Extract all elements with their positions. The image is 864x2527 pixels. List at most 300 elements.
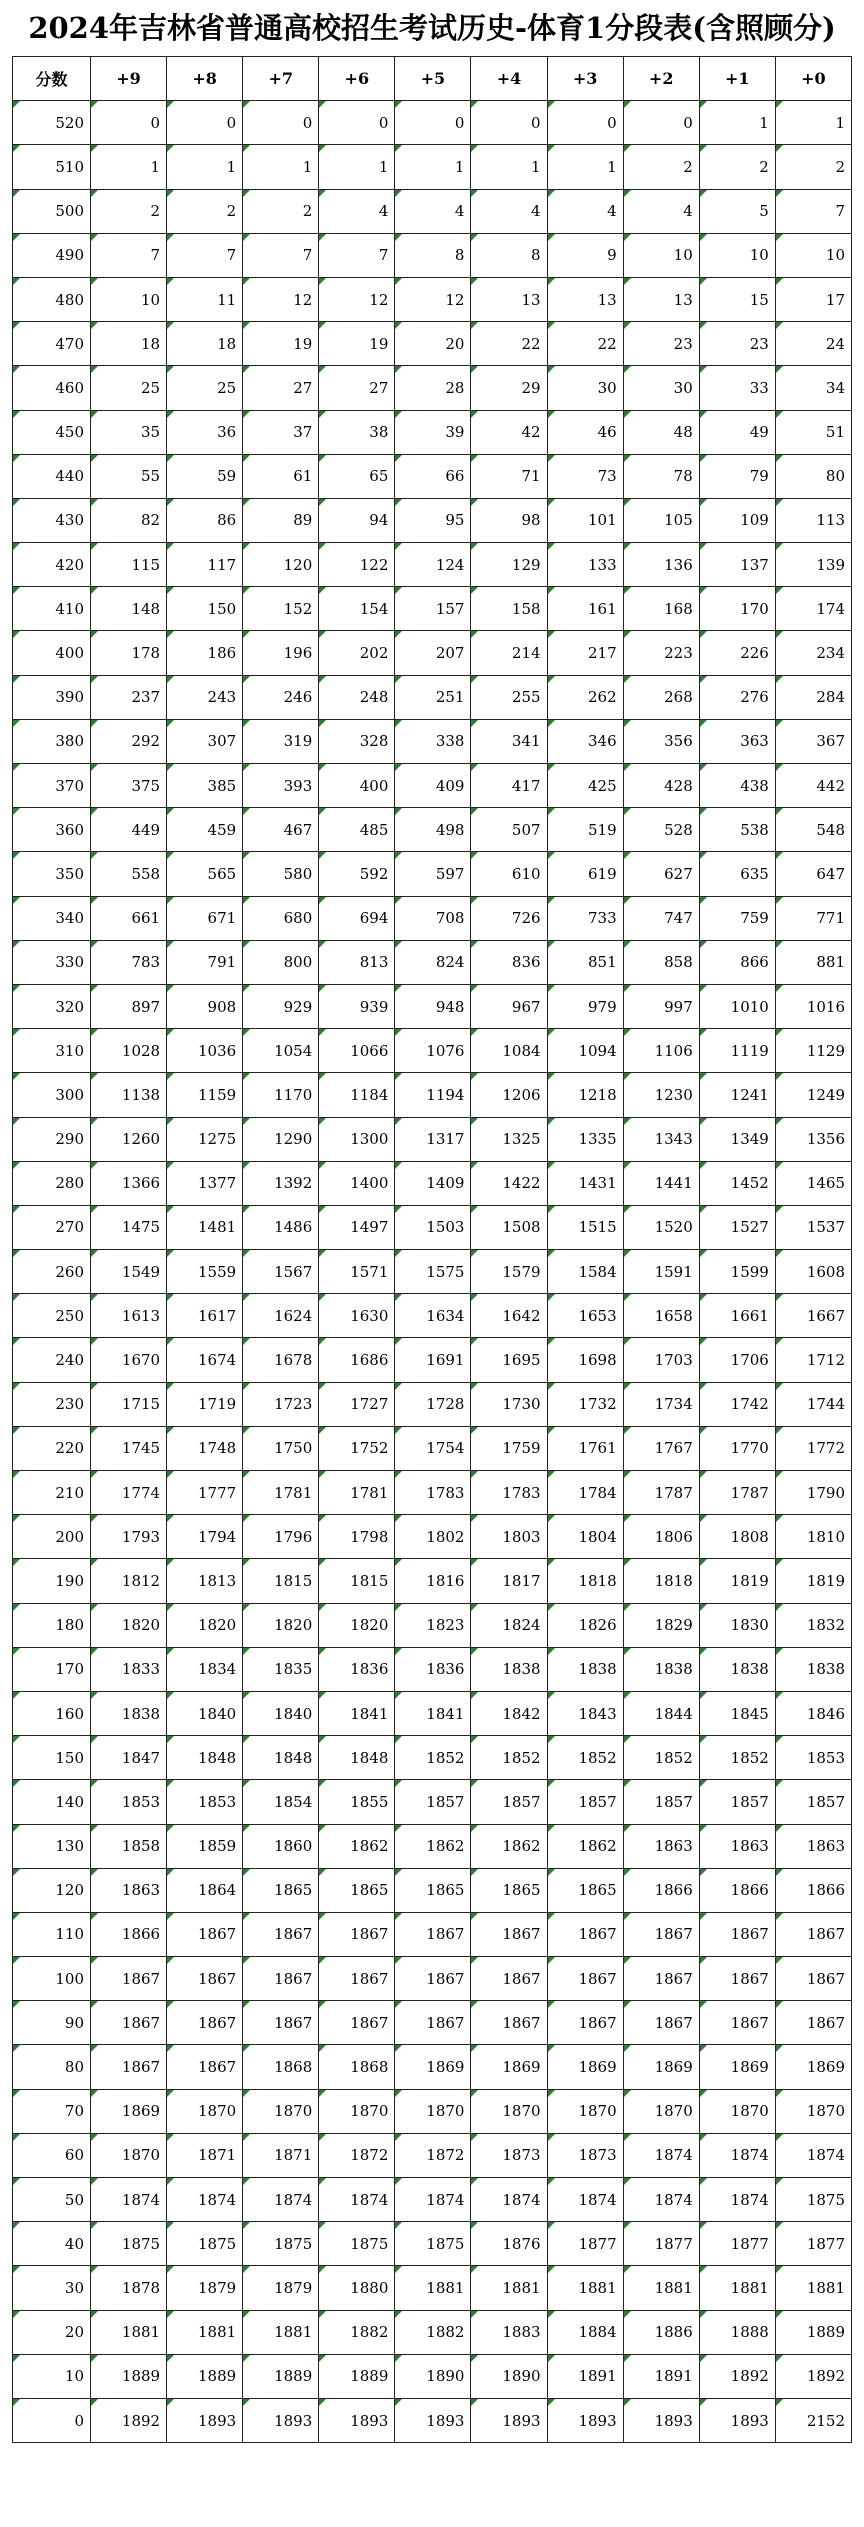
- score-cell: 150: [13, 1736, 91, 1780]
- count-cell: 1752: [319, 1426, 395, 1470]
- count-cell: 1241: [699, 1073, 775, 1117]
- count-cell: 30: [623, 366, 699, 410]
- count-cell: 1820: [243, 1603, 319, 1647]
- count-cell: 0: [319, 101, 395, 145]
- count-cell: 61: [243, 454, 319, 498]
- count-cell: 558: [91, 852, 167, 896]
- count-cell: 1867: [547, 2001, 623, 2045]
- count-cell: 1584: [547, 1250, 623, 1294]
- count-cell: 109: [699, 498, 775, 542]
- count-cell: 1865: [395, 1868, 471, 1912]
- count-cell: 1: [699, 101, 775, 145]
- score-cell: 520: [13, 101, 91, 145]
- score-cell: 510: [13, 145, 91, 189]
- count-cell: 1826: [547, 1603, 623, 1647]
- score-cell: 500: [13, 189, 91, 233]
- count-cell: 243: [167, 675, 243, 719]
- header-bonus-5: +5: [395, 57, 471, 101]
- count-cell: 356: [623, 719, 699, 763]
- count-cell: 89: [243, 498, 319, 542]
- count-cell: 1893: [319, 2398, 395, 2442]
- count-cell: 459: [167, 808, 243, 852]
- count-cell: 346: [547, 719, 623, 763]
- count-cell: 25: [167, 366, 243, 410]
- count-cell: 1867: [623, 1912, 699, 1956]
- count-cell: 1877: [623, 2222, 699, 2266]
- count-cell: 59: [167, 454, 243, 498]
- count-cell: 528: [623, 808, 699, 852]
- count-cell: 1798: [319, 1515, 395, 1559]
- count-cell: 1863: [623, 1824, 699, 1868]
- table-row: [13, 1603, 852, 1647]
- score-cell: 460: [13, 366, 91, 410]
- count-cell: 101: [547, 498, 623, 542]
- count-cell: 223: [623, 631, 699, 675]
- count-cell: 1889: [319, 2354, 395, 2398]
- count-cell: 129: [471, 543, 547, 587]
- count-cell: 1852: [623, 1736, 699, 1780]
- count-cell: 1867: [699, 2001, 775, 2045]
- count-cell: 113: [775, 498, 851, 542]
- count-cell: 1868: [319, 2045, 395, 2089]
- count-cell: 19: [319, 322, 395, 366]
- count-cell: 1452: [699, 1161, 775, 1205]
- count-cell: 619: [547, 852, 623, 896]
- table-row: [13, 1780, 852, 1824]
- table-row: [13, 1161, 852, 1205]
- count-cell: 1878: [91, 2266, 167, 2310]
- count-cell: 1634: [395, 1294, 471, 1338]
- count-cell: 1138: [91, 1073, 167, 1117]
- count-cell: 1793: [91, 1515, 167, 1559]
- count-cell: 1465: [775, 1161, 851, 1205]
- count-cell: 23: [699, 322, 775, 366]
- header-bonus-10: +0: [775, 57, 851, 101]
- count-cell: 507: [471, 808, 547, 852]
- count-cell: 0: [243, 101, 319, 145]
- score-cell: 170: [13, 1647, 91, 1691]
- count-cell: 1867: [395, 1957, 471, 2001]
- count-cell: 73: [547, 454, 623, 498]
- count-cell: 1867: [775, 2001, 851, 2045]
- table-row: [13, 2133, 852, 2177]
- count-cell: 1591: [623, 1250, 699, 1294]
- count-cell: 1441: [623, 1161, 699, 1205]
- count-cell: 1874: [699, 2133, 775, 2177]
- count-cell: 1076: [395, 1029, 471, 1073]
- count-cell: 1840: [243, 1691, 319, 1735]
- count-cell: 1893: [243, 2398, 319, 2442]
- count-cell: 1824: [471, 1603, 547, 1647]
- table-row: [13, 1073, 852, 1117]
- count-cell: 1848: [319, 1736, 395, 1780]
- count-cell: 1: [243, 145, 319, 189]
- count-cell: 1810: [775, 1515, 851, 1559]
- count-cell: 217: [547, 631, 623, 675]
- table-row: [13, 2310, 852, 2354]
- count-cell: 1838: [91, 1691, 167, 1735]
- count-cell: 1820: [167, 1603, 243, 1647]
- count-cell: 1515: [547, 1205, 623, 1249]
- count-cell: 1159: [167, 1073, 243, 1117]
- count-cell: 1867: [167, 1912, 243, 1956]
- score-cell: 160: [13, 1691, 91, 1735]
- count-cell: 1869: [699, 2045, 775, 2089]
- count-cell: 375: [91, 764, 167, 808]
- count-cell: 1744: [775, 1382, 851, 1426]
- score-cell: 50: [13, 2178, 91, 2222]
- count-cell: 1872: [395, 2133, 471, 2177]
- count-cell: 1862: [395, 1824, 471, 1868]
- count-cell: 1870: [319, 2089, 395, 2133]
- table-row: [13, 2398, 852, 2442]
- table-row: [13, 189, 852, 233]
- count-cell: 1838: [471, 1647, 547, 1691]
- table-row: [13, 984, 852, 1028]
- count-cell: 1813: [167, 1559, 243, 1603]
- score-cell: 10: [13, 2354, 91, 2398]
- count-cell: 1874: [91, 2178, 167, 2222]
- score-cell: 280: [13, 1161, 91, 1205]
- table-row: [13, 587, 852, 631]
- score-cell: 310: [13, 1029, 91, 1073]
- count-cell: 0: [91, 101, 167, 145]
- count-cell: 24: [775, 322, 851, 366]
- table-row: [13, 2001, 852, 2045]
- count-cell: 1874: [623, 2133, 699, 2177]
- count-cell: 1349: [699, 1117, 775, 1161]
- count-cell: 1830: [699, 1603, 775, 1647]
- table-row: [13, 322, 852, 366]
- count-cell: 1356: [775, 1117, 851, 1161]
- score-cell: 300: [13, 1073, 91, 1117]
- count-cell: 1537: [775, 1205, 851, 1249]
- count-cell: 1853: [167, 1780, 243, 1824]
- count-cell: 1608: [775, 1250, 851, 1294]
- count-cell: 7: [319, 233, 395, 277]
- count-cell: 771: [775, 896, 851, 940]
- count-cell: 1486: [243, 1205, 319, 1249]
- count-cell: 1028: [91, 1029, 167, 1073]
- count-cell: 37: [243, 410, 319, 454]
- count-cell: 1759: [471, 1426, 547, 1470]
- count-cell: 1678: [243, 1338, 319, 1382]
- count-cell: 1867: [167, 1957, 243, 2001]
- count-cell: 1882: [319, 2310, 395, 2354]
- count-cell: 1016: [775, 984, 851, 1028]
- count-cell: 341: [471, 719, 547, 763]
- count-cell: 929: [243, 984, 319, 1028]
- table-row: [13, 2178, 852, 2222]
- header-bonus-6: +4: [471, 57, 547, 101]
- count-cell: 1852: [395, 1736, 471, 1780]
- count-cell: 1847: [91, 1736, 167, 1780]
- count-cell: 1774: [91, 1471, 167, 1515]
- count-cell: 393: [243, 764, 319, 808]
- count-cell: 1875: [91, 2222, 167, 2266]
- count-cell: 425: [547, 764, 623, 808]
- count-cell: 1754: [395, 1426, 471, 1470]
- count-cell: 1567: [243, 1250, 319, 1294]
- count-cell: 1783: [395, 1471, 471, 1515]
- count-cell: 1888: [699, 2310, 775, 2354]
- table-row: [13, 454, 852, 498]
- count-cell: 1832: [775, 1603, 851, 1647]
- count-cell: 1667: [775, 1294, 851, 1338]
- score-cell: 240: [13, 1338, 91, 1382]
- score-cell: 400: [13, 631, 91, 675]
- count-cell: 1820: [91, 1603, 167, 1647]
- table-row: [13, 1868, 852, 1912]
- count-cell: 1859: [167, 1824, 243, 1868]
- count-cell: 1881: [243, 2310, 319, 2354]
- count-cell: 1863: [775, 1824, 851, 1868]
- count-cell: 1867: [395, 1912, 471, 1956]
- count-cell: 1497: [319, 1205, 395, 1249]
- page-title: 2024年吉林省普通高校招生考试历史-体育1分段表(含照顾分): [28, 11, 836, 45]
- table-row: [13, 1515, 852, 1559]
- table-row: [13, 719, 852, 763]
- score-cell: 260: [13, 1250, 91, 1294]
- count-cell: 1881: [775, 2266, 851, 2310]
- count-cell: 759: [699, 896, 775, 940]
- count-cell: 1194: [395, 1073, 471, 1117]
- count-cell: 1862: [471, 1824, 547, 1868]
- count-cell: 1846: [775, 1691, 851, 1735]
- table-row: [13, 1117, 852, 1161]
- count-cell: 292: [91, 719, 167, 763]
- count-cell: 1835: [243, 1647, 319, 1691]
- count-cell: 2: [775, 145, 851, 189]
- count-cell: 1691: [395, 1338, 471, 1382]
- count-cell: 1841: [395, 1691, 471, 1735]
- count-cell: 66: [395, 454, 471, 498]
- count-cell: 13: [471, 277, 547, 321]
- count-cell: 1875: [243, 2222, 319, 2266]
- count-cell: 1893: [547, 2398, 623, 2442]
- table-body: [13, 101, 852, 2443]
- count-cell: 1613: [91, 1294, 167, 1338]
- count-cell: 565: [167, 852, 243, 896]
- count-cell: 1870: [395, 2089, 471, 2133]
- count-cell: 1877: [547, 2222, 623, 2266]
- count-cell: 94: [319, 498, 395, 542]
- count-cell: 1431: [547, 1161, 623, 1205]
- count-cell: 137: [699, 543, 775, 587]
- count-cell: 1734: [623, 1382, 699, 1426]
- count-cell: 98: [471, 498, 547, 542]
- score-cell: 330: [13, 940, 91, 984]
- count-cell: 10: [91, 277, 167, 321]
- count-cell: 1728: [395, 1382, 471, 1426]
- count-cell: 1874: [471, 2178, 547, 2222]
- count-cell: 1366: [91, 1161, 167, 1205]
- count-cell: 78: [623, 454, 699, 498]
- count-cell: 27: [243, 366, 319, 410]
- count-cell: 1599: [699, 1250, 775, 1294]
- score-cell: 110: [13, 1912, 91, 1956]
- count-cell: 1624: [243, 1294, 319, 1338]
- count-cell: 1658: [623, 1294, 699, 1338]
- count-cell: 1867: [471, 2001, 547, 2045]
- count-cell: 409: [395, 764, 471, 808]
- count-cell: 1866: [775, 1868, 851, 1912]
- count-cell: 1844: [623, 1691, 699, 1735]
- count-cell: 1129: [775, 1029, 851, 1073]
- count-cell: 1862: [547, 1824, 623, 1868]
- table-row: [13, 543, 852, 587]
- count-cell: 1881: [91, 2310, 167, 2354]
- count-cell: 1891: [547, 2354, 623, 2398]
- count-cell: 234: [775, 631, 851, 675]
- count-cell: 157: [395, 587, 471, 631]
- count-cell: 467: [243, 808, 319, 852]
- count-cell: 1864: [167, 1868, 243, 1912]
- count-cell: 400: [319, 764, 395, 808]
- count-cell: 5: [699, 189, 775, 233]
- count-cell: 1848: [243, 1736, 319, 1780]
- count-cell: 1874: [395, 2178, 471, 2222]
- count-cell: 1867: [395, 2001, 471, 2045]
- count-cell: 1661: [699, 1294, 775, 1338]
- count-cell: 136: [623, 543, 699, 587]
- count-cell: 1806: [623, 1515, 699, 1559]
- count-cell: 1875: [775, 2178, 851, 2222]
- count-cell: 1879: [243, 2266, 319, 2310]
- count-cell: 733: [547, 896, 623, 940]
- count-cell: 202: [319, 631, 395, 675]
- count-cell: 9: [547, 233, 623, 277]
- count-cell: 1054: [243, 1029, 319, 1073]
- count-cell: 866: [699, 940, 775, 984]
- score-cell: 390: [13, 675, 91, 719]
- count-cell: 7: [167, 233, 243, 277]
- table-row: [13, 1426, 852, 1470]
- count-cell: 1698: [547, 1338, 623, 1382]
- count-cell: 1889: [167, 2354, 243, 2398]
- header-bonus-4: +6: [319, 57, 395, 101]
- count-cell: 4: [623, 189, 699, 233]
- count-cell: 1881: [547, 2266, 623, 2310]
- count-cell: 1094: [547, 1029, 623, 1073]
- count-cell: 1781: [319, 1471, 395, 1515]
- count-cell: 1520: [623, 1205, 699, 1249]
- count-cell: 438: [699, 764, 775, 808]
- score-cell: 350: [13, 852, 91, 896]
- count-cell: 178: [91, 631, 167, 675]
- count-cell: 1748: [167, 1426, 243, 1470]
- count-cell: 30: [547, 366, 623, 410]
- header-bonus-1: +9: [91, 57, 167, 101]
- count-cell: 1784: [547, 1471, 623, 1515]
- count-cell: 592: [319, 852, 395, 896]
- count-cell: 1817: [471, 1559, 547, 1603]
- count-cell: 1865: [243, 1868, 319, 1912]
- count-cell: 139: [775, 543, 851, 587]
- count-cell: 1260: [91, 1117, 167, 1161]
- count-cell: 1706: [699, 1338, 775, 1382]
- count-cell: 115: [91, 543, 167, 587]
- count-cell: 246: [243, 675, 319, 719]
- count-cell: 1: [471, 145, 547, 189]
- count-cell: 1377: [167, 1161, 243, 1205]
- count-cell: 158: [471, 587, 547, 631]
- count-cell: 29: [471, 366, 547, 410]
- count-cell: 1881: [471, 2266, 547, 2310]
- count-cell: 35: [91, 410, 167, 454]
- count-cell: 1695: [471, 1338, 547, 1382]
- count-cell: 747: [623, 896, 699, 940]
- score-cell: 40: [13, 2222, 91, 2266]
- score-cell: 120: [13, 1868, 91, 1912]
- count-cell: 262: [547, 675, 623, 719]
- count-cell: 0: [547, 101, 623, 145]
- count-cell: 4: [395, 189, 471, 233]
- count-cell: 161: [547, 587, 623, 631]
- count-cell: 1674: [167, 1338, 243, 1382]
- count-cell: 133: [547, 543, 623, 587]
- count-cell: 1066: [319, 1029, 395, 1073]
- count-cell: 0: [395, 101, 471, 145]
- count-cell: 1892: [91, 2398, 167, 2442]
- count-cell: 1712: [775, 1338, 851, 1382]
- count-cell: 1866: [91, 1912, 167, 1956]
- count-cell: 1787: [623, 1471, 699, 1515]
- count-cell: 1790: [775, 1471, 851, 1515]
- count-cell: 1891: [623, 2354, 699, 2398]
- score-cell: 450: [13, 410, 91, 454]
- count-cell: 152: [243, 587, 319, 631]
- score-cell: 430: [13, 498, 91, 542]
- score-cell: 340: [13, 896, 91, 940]
- count-cell: 1867: [775, 1912, 851, 1956]
- count-cell: 1742: [699, 1382, 775, 1426]
- table-row: [13, 896, 852, 940]
- score-cell: 30: [13, 2266, 91, 2310]
- count-cell: 117: [167, 543, 243, 587]
- count-cell: 1343: [623, 1117, 699, 1161]
- count-cell: 1206: [471, 1073, 547, 1117]
- count-cell: 17: [775, 277, 851, 321]
- count-cell: 1838: [775, 1647, 851, 1691]
- count-cell: 1036: [167, 1029, 243, 1073]
- count-cell: 1: [167, 145, 243, 189]
- count-cell: 10: [623, 233, 699, 277]
- header-bonus-2: +8: [167, 57, 243, 101]
- header-score: 分数: [13, 57, 91, 101]
- count-cell: 1889: [91, 2354, 167, 2398]
- count-cell: 2: [91, 189, 167, 233]
- header-bonus-3: +7: [243, 57, 319, 101]
- count-cell: 1579: [471, 1250, 547, 1294]
- count-cell: 1422: [471, 1161, 547, 1205]
- count-cell: 1392: [243, 1161, 319, 1205]
- count-cell: 1559: [167, 1250, 243, 1294]
- count-cell: 680: [243, 896, 319, 940]
- score-cell: 80: [13, 2045, 91, 2089]
- count-cell: 1854: [243, 1780, 319, 1824]
- count-cell: 694: [319, 896, 395, 940]
- count-cell: 1886: [623, 2310, 699, 2354]
- count-cell: 237: [91, 675, 167, 719]
- count-cell: 18: [167, 322, 243, 366]
- count-cell: 1796: [243, 1515, 319, 1559]
- count-cell: 23: [623, 322, 699, 366]
- count-cell: 1290: [243, 1117, 319, 1161]
- count-cell: 1870: [547, 2089, 623, 2133]
- count-cell: 671: [167, 896, 243, 940]
- table-row: [13, 2045, 852, 2089]
